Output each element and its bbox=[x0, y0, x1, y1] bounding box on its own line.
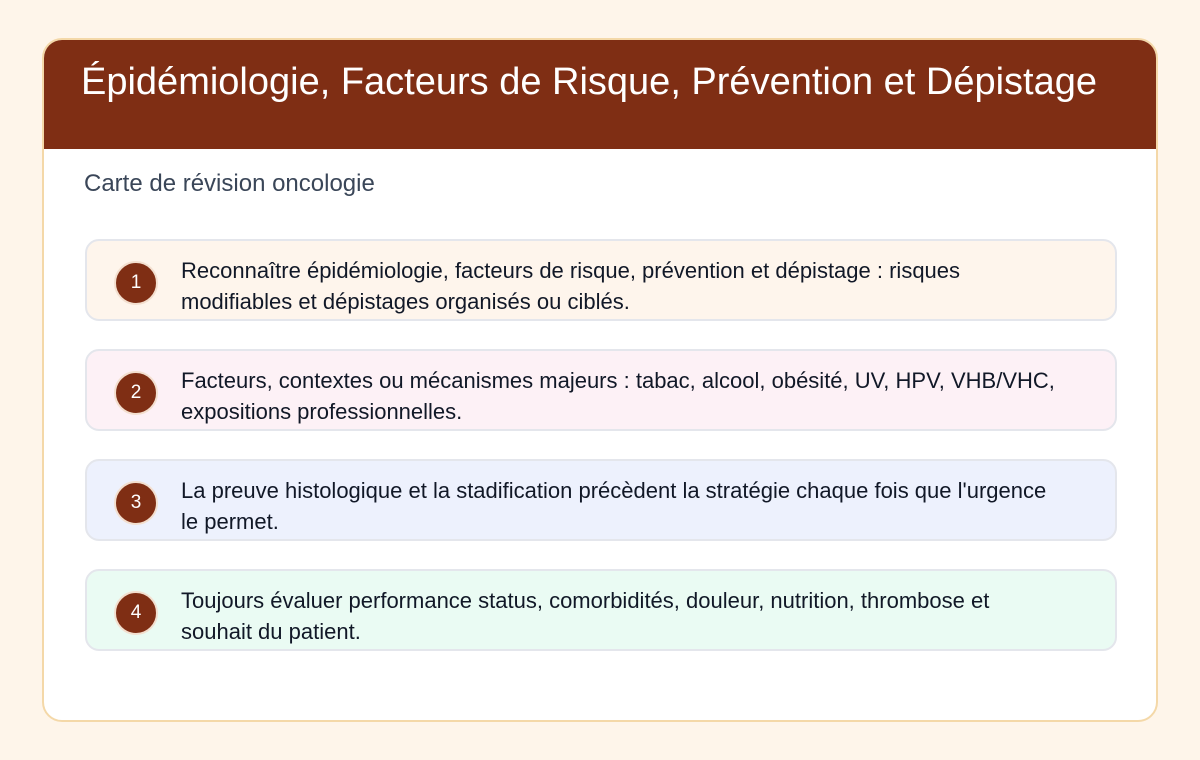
item-number-badge: 1 bbox=[114, 261, 158, 305]
revision-card bbox=[42, 38, 1158, 722]
list-item bbox=[85, 569, 1117, 651]
card-subtitle: Carte de révision oncologie bbox=[84, 170, 375, 197]
card-title: Épidémiologie, Facteurs de Risque, Prévention et Dépistage bbox=[81, 61, 1098, 103]
item-text: Toujours évaluer performance status, comorbidités, douleur, nutrition, thrombose et souhait du patient. bbox=[181, 588, 990, 644]
item-number-badge: 4 bbox=[114, 591, 158, 635]
list-item bbox=[85, 349, 1117, 431]
card-header bbox=[44, 40, 1156, 149]
item-text: Facteurs, contextes ou mécanismes majeurs : tabac, alcool, obésité, UV, HPV, VHB/VHC, expositions professionnelles. bbox=[181, 368, 1055, 424]
list-item bbox=[85, 459, 1117, 541]
list-item bbox=[85, 239, 1117, 321]
item-text: Reconnaître épidémiologie, facteurs de risque, prévention et dépistage : risques modifiables et dépistages organisés ou ciblés. bbox=[181, 258, 961, 314]
item-number-badge: 3 bbox=[114, 481, 158, 525]
item-text: La preuve histologique et la stadification précèdent la stratégie chaque fois que l'urgence le permet. bbox=[181, 478, 1047, 534]
item-number-badge: 2 bbox=[114, 371, 158, 415]
